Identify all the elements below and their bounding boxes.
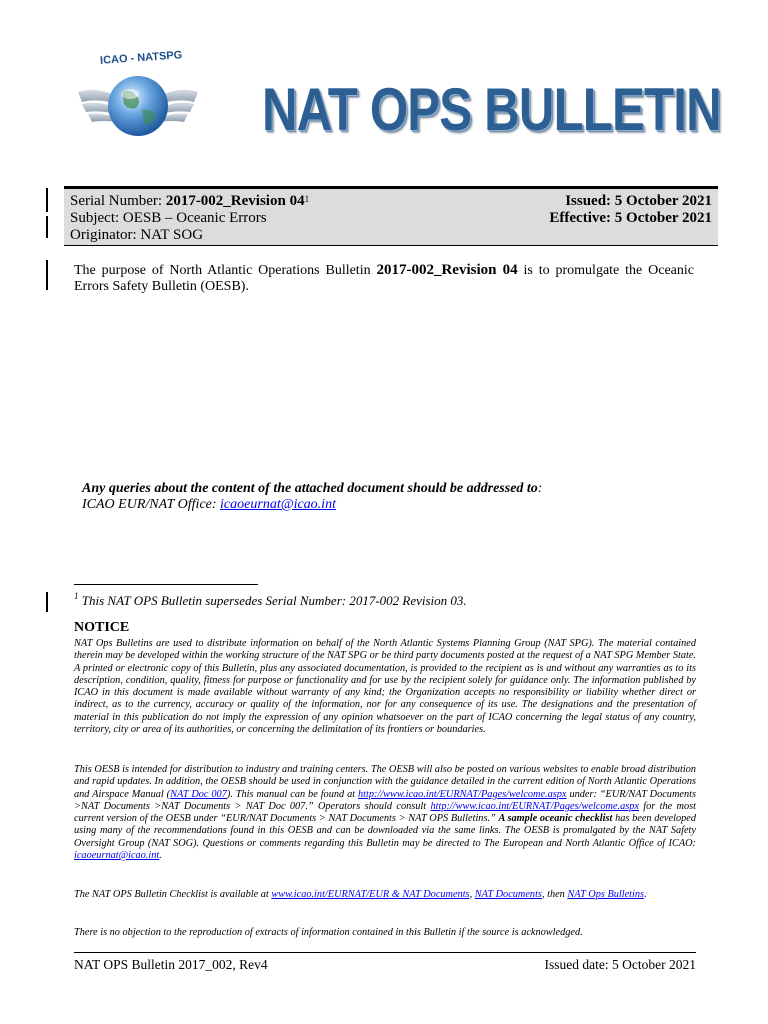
bulletin-banner-title: NAT OPS BULLETIN	[262, 76, 721, 143]
queries-colon: :	[537, 481, 543, 496]
footnote-text: This NAT OPS Bulletin supersedes Serial Number: 2017-002 Revision 03.	[78, 593, 467, 608]
nat-ops-bulletins-link[interactable]: NAT Ops Bulletins	[567, 889, 645, 900]
nat-documents-link[interactable]: NAT Documents	[474, 889, 542, 900]
icao-natspg-logo	[76, 52, 200, 144]
purpose-paragraph	[74, 262, 694, 295]
para2-text: ). This manual can be found at	[226, 788, 359, 800]
footnote-ref: 1	[304, 194, 310, 204]
para3-text: The NAT OPS Bulletin Checklist is available at	[74, 889, 272, 900]
serial-row	[70, 193, 712, 210]
para3-text: ,	[469, 889, 475, 900]
logo-text: ICAO - NATSPG	[99, 49, 183, 67]
serial-number: 2017-002_Revision 04	[165, 193, 305, 209]
effective-date: Effective: 5 October 2021	[549, 210, 712, 226]
notice-paragraph-2	[74, 764, 696, 862]
notice-heading: NOTICE	[74, 620, 130, 635]
footnote	[74, 593, 467, 609]
footer-issued-date: Issued date: 5 October 2021	[544, 957, 696, 972]
subject-row	[70, 210, 712, 227]
eur-nat-documents-link[interactable]: www.icao.int/EURNAT/EUR & NAT Documents	[271, 889, 470, 900]
change-bar	[46, 260, 48, 290]
queries-block	[82, 481, 542, 513]
para2-text: under: “EUR/NAT Documents >NAT Documents >NAT Documents > NAT Doc 007.” Operators should consult	[74, 788, 696, 812]
footnote-number: 1	[74, 591, 79, 601]
notice-paragraph-4: There is no objection to the reproduction of extracts of information contained in this Bulletin if the source is acknowledged.	[74, 927, 583, 938]
purpose-bulletin-number: 2017-002_Revision 04	[376, 262, 518, 278]
notice-paragraph-1: NAT Ops Bulletins are used to distribute information on behalf of the North Atlantic Systems Planning Group (NAT SPG). The material contained therein may be developed within the working structure of the NAT SPG or be third party documents posted at the request of a NAT SPG Member State. A printed or electronic copy of this Bulletin, plus any associated documentation, is provided to the recipient as is and without any warranties as to its description, condition, quality, fitness for purpose or functionality and for use by the recipient solely for guidance only. The information published by ICAO in this document is made available without warranty of any kind; the Organization accepts no responsibility or liability whether direct or indirect, as to the currency, accuracy or quality of the information, nor for any consequence of its use. The designations and the presentation of material in this publication do not imply the expression of any opinion whatsoever on the part of ICAO concerning the legal status of any country, territory, city or area of its authorities, or concerning the delimitation of its frontiers or boundaries.	[74, 638, 696, 736]
notice-paragraph-3	[74, 889, 696, 901]
queries-line: Any queries about the content of the attached document should be addressed to	[82, 481, 538, 496]
change-bar	[46, 216, 48, 238]
footer-separator	[74, 952, 696, 953]
eurnat-welcome-link-2[interactable]: http://www.icao.int/EURNAT/Pages/welcome.aspx	[430, 800, 639, 812]
purpose-prefix: The purpose of North Atlantic Operations Bulletin	[74, 263, 377, 278]
issued-date: Issued: 5 October 2021	[565, 193, 712, 209]
change-bar	[46, 592, 48, 612]
nat-doc-007-link[interactable]: NAT Doc 007	[170, 788, 227, 800]
eurnat-welcome-link[interactable]: http://www.icao.int/EURNAT/Pages/welcome.aspx	[358, 788, 567, 800]
serial-label: Serial Number:	[70, 193, 166, 209]
footnote-separator	[74, 584, 258, 585]
sample-checklist-text: A sample oceanic checklist	[498, 813, 613, 825]
icao-email-link[interactable]: icaoeurnat@icao.int	[74, 850, 160, 862]
para2-text: for the most current version of the OESB under “EUR/NAT Documents > NAT Documents > NAT OPS Bulletins.”	[74, 800, 696, 825]
originator-row	[70, 227, 712, 244]
bulletin-header-box	[64, 186, 718, 246]
para3-text: .	[644, 889, 647, 900]
office-email-link[interactable]: icaoeurnat@icao.int	[220, 497, 336, 512]
change-bar	[46, 188, 48, 212]
purpose-suffix: is to promulgate the Oceanic Errors Safety Bulletin (OESB).	[74, 263, 694, 294]
para3-text: , then	[541, 889, 568, 900]
subject: Subject: OESB – Oceanic Errors	[70, 210, 267, 226]
originator: Originator: NAT SOG	[70, 227, 204, 243]
para2-text: This OESB is intended for distribution to industry and training centers. The OESB will also be posted on various websites to enable broad distribution and rapid updates. In addition, the OESB should be used in conjunction with the guidance detailed in the current edition of North Atlantic Operations and Airspace Manual (	[74, 764, 696, 800]
para2-text: has been developed using many of the recommendations found in this OESB and can be downloaded via the same links. The OESB is promulgated by the NAT Safety Oversight Group (NAT SOG). Questions or comments regarding this Bulletin may be directed to The European and North Atlantic Office of ICAO:	[74, 813, 696, 849]
office-label: ICAO EUR/NAT Office:	[82, 497, 221, 512]
para2-text: .	[159, 850, 162, 862]
footer-bulletin-id: NAT OPS Bulletin 2017_002, Rev4	[74, 957, 268, 972]
